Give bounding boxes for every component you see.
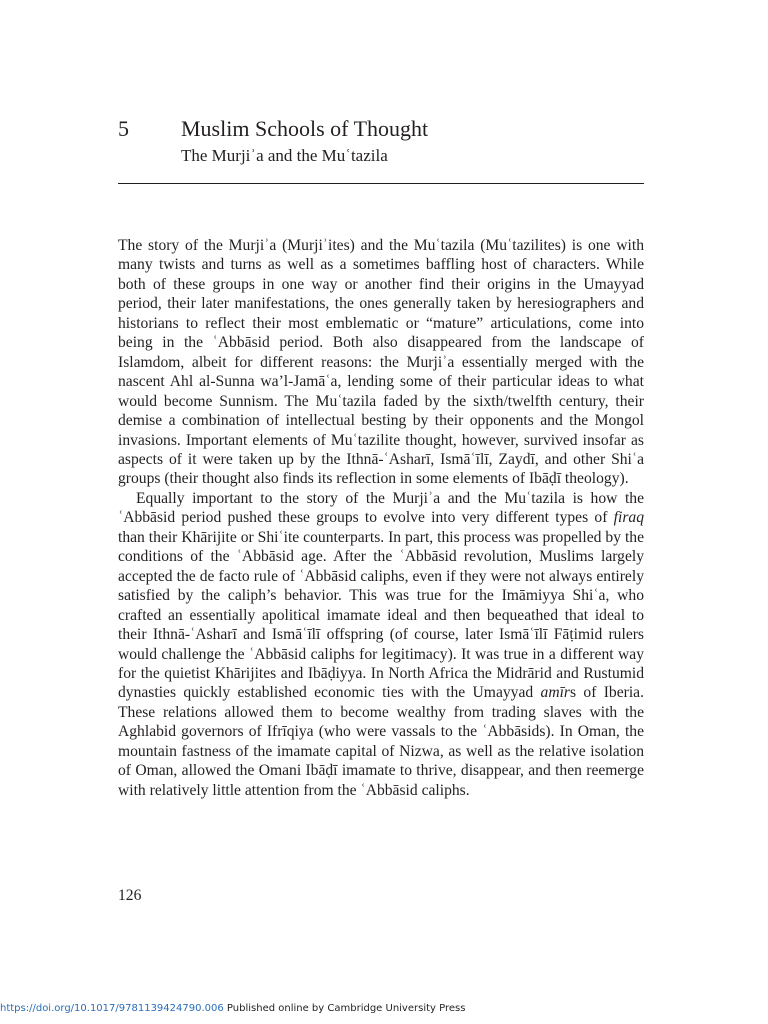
paragraph-2 — [118, 489, 644, 800]
italic-term-firaq: firaq — [613, 509, 644, 527]
paragraph-1: The story of the Murjiʾa (Murjiʾites) and the Muʿtazila (Muʿtazilites) is one with many twists and turns as well as a sometimes baffling host of characters. While both of these groups in one way or another find their origins in the Umayyad period, their later manifestations, the ones generally taken by heresiographers and historians to reflect their most emblematic or “mature” articulations, come into being in the ʿAbbāsid period. Both also disappeared from the landscape of Islamdom, albeit for different reasons: the Murjiʾa essentially merged with the nascent Ahl al-Sunna wa’l-Jamāʿa, lending some of their particular ideas to what would become Sunnism. The Muʿtazila faded by the sixth/twelfth century, their demise a combination of intellectual besting by their opponents and the Mongol invasions. Important elements of Muʿtazilite thought, however, survived insofar as aspects of it were taken up by the Ithnā-ʿAsharī, Ismāʿīlī, Zaydī, and other Shiʿa groups (their thought also finds its reflection in some elements of Ibāḍī theology). — [118, 237, 644, 488]
publisher-note: Published online by Cambridge University Press — [223, 1003, 466, 1014]
chapter-number: 5 — [118, 116, 129, 141]
title-divider — [118, 183, 644, 184]
paragraph-2-part-1: Equally important to the story of the Murjiʾa and the Muʿtazila is how the ʿAbbāsid period pushed these groups to evolve into very different types of — [118, 489, 644, 527]
doi-link[interactable]: https://doi.org/10.1017/9781139424790.006 — [0, 1003, 224, 1014]
page-number: 126 — [118, 887, 142, 904]
paragraph-2-part-3: s of Iberia. These relations allowed them to become wealthy from trading slaves with the Aghlabid governors of Ifrīqiya (who were vassals to the ʿAbbāsids). In Oman, the mountain fastness of the imamate capital of Nizwa, as well as the relative isolation of Oman, allowed the Omani Ibāḍī imamate to thrive, disappear, and then reemerge with relatively little attention from the ʿAbbāsid caliphs. — [118, 684, 644, 799]
chapter-title: Muslim Schools of Thought — [181, 116, 429, 141]
paragraph-2-part-2: than their Khārijite or Shiʿite counterparts. In part, this process was propelled by the conditions of the ʿAbbāsid age. After the ʿAbbāsid revolution, Muslims largely accepted the de facto rule of ʿAbbāsid caliphs, even if they were not always entirely satisfied by the caliph’s behavior. This was true for the Imāmiyya Shiʿa, who crafted an essentially apolitical imamate ideal and then bequeathed that ideal to their Ithnā-ʿAsharī and Ismāʿīlī offspring (of course, later Ismāʿīlī Fāṭimid rulers would challenge the ʿAbbāsid caliphs for legitimacy). It was true in a different way for the quietist Khārijites and Ibāḍiyya. In North Africa the Midrārid and Rustumid dynasties quickly established economic ties with the Umayyad — [118, 528, 644, 702]
italic-term-amir: amīr — [540, 684, 570, 702]
footer-citation — [0, 1003, 465, 1015]
body-text — [118, 236, 644, 800]
chapter-subtitle: The Murjiʾa and the Muʿtazila — [181, 146, 388, 165]
